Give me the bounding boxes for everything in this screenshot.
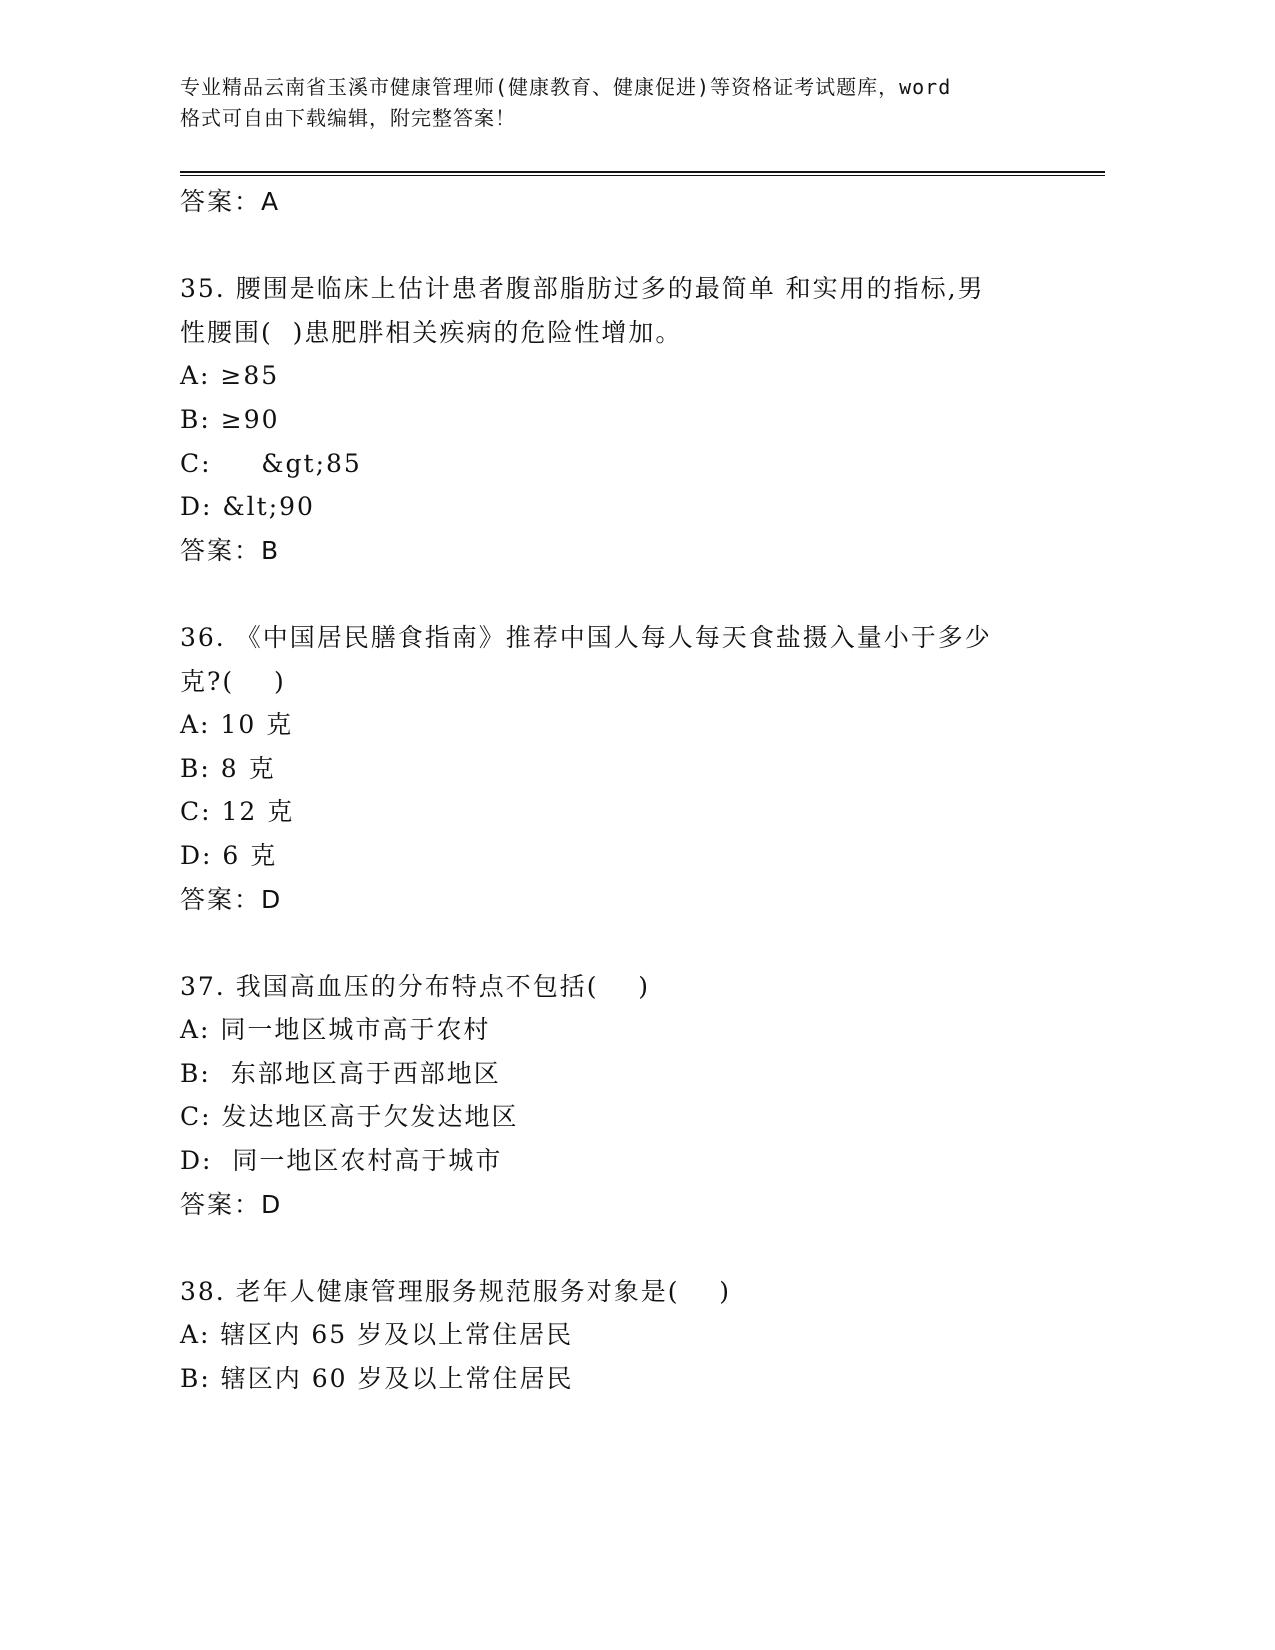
answer-label: 答案：D (180, 884, 283, 914)
question-text: 36. 《中国居民膳食指南》推荐中国人每人每天食盐摄入量小于多少 (180, 622, 992, 652)
option-item: C: 12 克 (180, 797, 295, 827)
page-header (180, 72, 1060, 134)
header-line-2: 格式可自由下载编辑，附完整答案！ (180, 106, 516, 130)
option-item: B: 辖区内 60 岁及以上常住居民 (180, 1364, 574, 1394)
question-text: 克?( ) (180, 666, 286, 696)
option-item: A: 辖区内 65 岁及以上常住居民 (180, 1320, 574, 1350)
option-item: D: &lt;90 (180, 492, 315, 522)
header-divider-bottom (180, 175, 1105, 176)
option-item: A: ≥85 (180, 361, 280, 391)
option-item: A: 10 克 (180, 710, 294, 740)
option-item: B: ≥90 (180, 404, 280, 434)
option-item: D: 6 克 (180, 840, 278, 870)
question-text: 38. 老年人健康管理服务规范服务对象是( ) (180, 1276, 732, 1306)
question-item (180, 616, 1080, 921)
question-item (180, 267, 1080, 572)
option-item: D: 同一地区农村高于城市 (180, 1146, 503, 1176)
option-item: C: &gt;85 (180, 448, 362, 478)
option-item: C: 发达地区高于欠发达地区 (180, 1102, 519, 1132)
answer-label: 答案：D (180, 1189, 283, 1219)
question-item (180, 965, 1080, 1227)
answer-label: 答案：B (180, 535, 281, 565)
header-divider-top (180, 171, 1105, 173)
question-text: 性腰围( )患肥胖相关疾病的危险性增加。 (180, 317, 683, 347)
question-list (180, 180, 1080, 1401)
question-text: 35. 腰围是临床上估计患者腹部脂肪过多的最简单 和实用的指标,男 (180, 274, 985, 304)
answer-label: 答案：A (180, 187, 281, 216)
option-item: B: 8 克 (180, 753, 276, 783)
option-item: B: 东部地区高于西部地区 (180, 1058, 501, 1088)
question-item (180, 1270, 1080, 1401)
header-line-1: 专业精品云南省玉溪市健康管理师(健康教育、健康促进)等资格证考试题库，word (180, 75, 952, 99)
option-item: A: 同一地区城市高于农村 (180, 1015, 491, 1045)
question-text: 37. 我国高血压的分布特点不包括( ) (180, 971, 651, 1001)
